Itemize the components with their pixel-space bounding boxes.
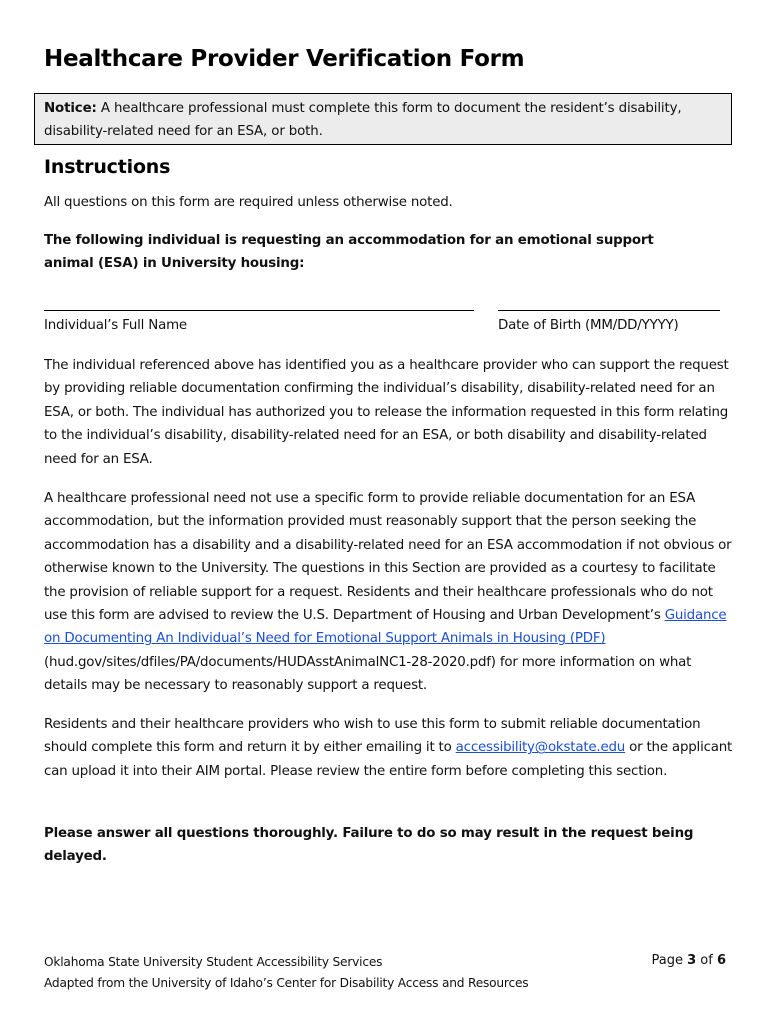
footer-line-2: Adapted from the University of Idaho’s Center for Disability Access and Resources xyxy=(44,976,529,990)
submission-text-after: or the applicant can upload it into their AIM portal. Please review the entire form before completing this section. xyxy=(44,740,733,779)
authorization-paragraph: The individual referenced above has identified you as a healthcare provider who can support the request by providing reliable documentation confirming the individual’s disability, disability-related need for an ESA, or both. The individual has authorized you to release the information requested in this form relating to the individual’s disability, disability-related need for an ESA, or both disability and disability-related need for an ESA. xyxy=(44,358,729,467)
dob-field[interactable] xyxy=(498,288,720,310)
dob-underline xyxy=(498,310,720,311)
dob-label: Date of Birth (MM/DD/YYYY) xyxy=(498,318,679,333)
completion-warning: Please answer all questions thoroughly. Failure to do so may result in the request being delayed. xyxy=(44,826,694,865)
submission-text-before: Residents and their healthcare providers who wish to use this form to submit reliable documentation should complete this form and return it by either emailing it to xyxy=(44,717,701,756)
page-prefix: Page xyxy=(651,953,688,968)
footer-line-1: Oklahoma State University Student Accessibility Services xyxy=(44,955,383,969)
full-name-field[interactable] xyxy=(44,288,474,310)
full-name-label: Individual’s Full Name xyxy=(44,318,187,333)
instructions-heading: Instructions xyxy=(44,156,171,178)
notice-label: Notice: xyxy=(44,101,97,116)
page-title: Healthcare Provider Verification Form xyxy=(44,46,525,72)
page-total: 6 xyxy=(716,953,726,968)
hud-guidance-link[interactable]: Guidance on Documenting An Individual’s Need for Emotional Support Animals in Housing (PDF) xyxy=(44,608,727,647)
page-of: of xyxy=(696,953,717,968)
request-statement: The following individual is requesting an accommodation for an emotional support animal (ESA) in University housing: xyxy=(44,233,654,272)
guidance-paragraph xyxy=(44,487,734,698)
guidance-text-before: A healthcare professional need not use a specific form to provide reliable documentation for an ESA accommodation, but the information provided must reasonably support that the person seeking the accommodation has a disability and a disability-related need for an ESA accommodation if not obvious or otherwise known to the University. The questions in this Section are provided as a courtesy to facilitate the provision of reliable support for a request. Residents and their healthcare professionals who do not use this form are advised to review the U.S. Department of Housing and Urban Development’s xyxy=(44,491,732,624)
page-number xyxy=(652,953,727,968)
guidance-text-after: (hud.gov/sites/dfiles/PA/documents/HUDAsstAnimalNC1-28-2020.pdf) for more information on what details may be necessary to reasonably support a request. xyxy=(44,654,692,694)
full-name-underline xyxy=(44,310,474,311)
notice-text: A healthcare professional must complete this form to document the resident’s disability, disability-related need for an ESA, or both. xyxy=(44,101,682,139)
accessibility-email-link[interactable]: accessibility@okstate.edu xyxy=(455,740,626,756)
submission-paragraph xyxy=(44,713,734,783)
notice-box xyxy=(34,93,732,145)
instructions-intro: All questions on this form are required unless otherwise noted. xyxy=(44,195,453,210)
page-current: 3 xyxy=(687,953,697,968)
